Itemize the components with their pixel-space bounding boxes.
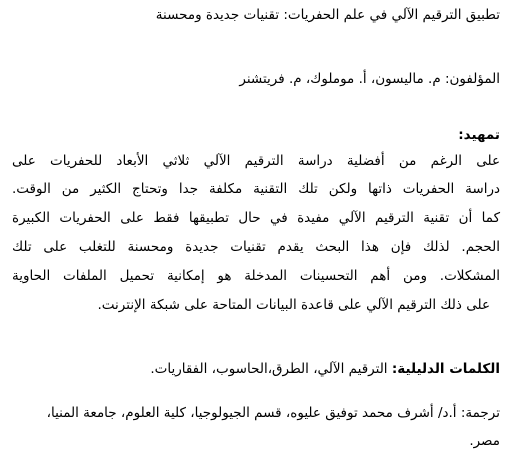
keywords-text: الترقيم الآلي، الطرق،الحاسوب، الفقاريات.: [150, 361, 388, 377]
translation-line: [12, 404, 500, 422]
translation-line-2: مصر.: [469, 433, 500, 449]
authors-line: [12, 70, 500, 88]
intro-line: على ذلك الترقيم الآلي على قاعدة البيانات المتاحة على شبكة الإنترنت.: [97, 297, 490, 313]
keywords-label: الكلمات الدليلية:: [391, 361, 500, 377]
translation-text: أ.د/ أشرف محمد توفيق عليوه، قسم الجيولوجيا، كلية العلوم، جامعة المنيا،: [46, 405, 457, 421]
intro-line: دراسة الحفريات ذاتها ولكن تلك التقنية مكلفة جدا وتحتاج الكثير من الوقت.: [12, 181, 500, 197]
translation-label: ترجمة:: [460, 405, 500, 421]
keywords-line: [12, 360, 500, 378]
intro-line: على الرغم من أفضلية دراسة الترقيم الآلي ثلاثي الأبعاد للحفريات على: [12, 153, 500, 169]
authors-names: م. ماليسون، أ. موملوك، م. فريتشنر: [239, 71, 441, 87]
intro-line: كما أن تقنية الترقيم الآلي مفيدة في حال تطبيقها فقط على الحفريات الكبيرة: [12, 210, 500, 226]
intro-heading: تمهيد:: [458, 127, 500, 143]
authors-label: المؤلفون:: [444, 71, 500, 87]
intro-line: المشكلات. ومن أهم التحسينات المدخلة هو إمكانية تحميل الملفات الحاوية: [12, 268, 500, 284]
intro-line: الحجم. لذلك فإن هذا البحث يقدم تقنيات جديدة ومحسنة للتغلب على تلك: [12, 239, 500, 255]
document-title: تطبيق الترقيم الآلي في علم الحفريات: تقنيات جديدة ومحسنة: [155, 7, 500, 23]
